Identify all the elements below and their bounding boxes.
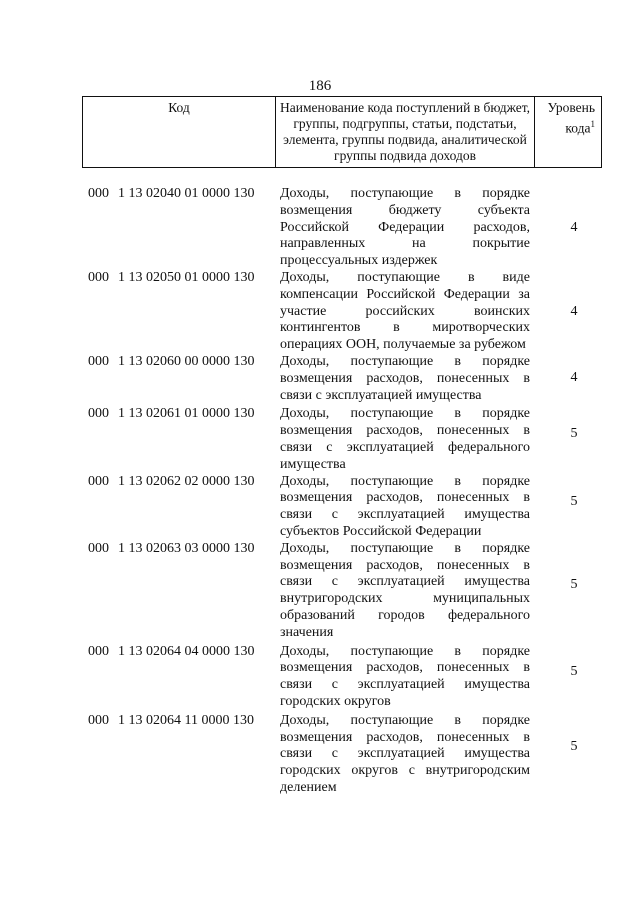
table-header [82, 96, 602, 168]
code-level: 4 [570, 303, 578, 319]
admin-code: 000 [88, 540, 109, 556]
code-level: 5 [570, 663, 578, 679]
code-level: 5 [570, 576, 578, 592]
table-row [88, 406, 608, 473]
table-body [88, 186, 608, 797]
table-row [88, 270, 608, 354]
income-code: 1 13 02062 02 0000 130 [118, 473, 255, 489]
admin-code: 000 [88, 353, 109, 369]
table-row [88, 474, 608, 541]
admin-code: 000 [88, 643, 109, 659]
page-number: 186 [308, 78, 332, 94]
header-level-footnote: 1 [590, 119, 595, 129]
admin-code: 000 [88, 473, 109, 489]
admin-code: 000 [88, 269, 109, 285]
income-name: Доходы, поступающие в порядке возмещения расходов, понесенных в связи с эксплуатацией имущества [280, 353, 530, 403]
table-row [88, 644, 608, 711]
header-code: Код [83, 97, 276, 168]
code-level: 5 [570, 426, 578, 442]
income-name: Доходы, поступающие в порядке возмещения расходов, понесенных в связи с эксплуатацией имущества субъектов Российской Федерации [280, 473, 530, 539]
income-code: 1 13 02064 11 0000 130 [118, 712, 254, 728]
income-name: Доходы, поступающие в виде компенсации Российской Федерации за участие российских воинских контингентов в миротворческих операциях ООН, получаемые за рубежом [280, 269, 530, 353]
income-code: 1 13 02060 00 0000 130 [118, 353, 255, 369]
income-code: 1 13 02050 01 0000 130 [118, 269, 255, 285]
header-name: Наименование кода поступлений в бюджет, группы, подгруппы, статьи, подстатьи, элемента, группы подвида, аналитической группы подвида доходов [276, 97, 535, 168]
income-name: Доходы, поступающие в порядке возмещения расходов, понесенных в связи с эксплуатацией федерального имущества [280, 406, 530, 472]
code-level: 5 [570, 738, 578, 754]
table-row [88, 354, 608, 404]
code-level: 4 [570, 220, 578, 235]
income-name: Доходы, поступающие в порядке возмещения расходов, понесенных в связи с эксплуатацией имущества городских округов с внутригородским делением [280, 712, 530, 795]
income-code: 1 13 02064 04 0000 130 [118, 643, 255, 659]
header-level-label: Уровень кода [547, 100, 595, 136]
table-row [88, 541, 608, 642]
admin-code: 000 [88, 186, 109, 201]
income-code: 1 13 02063 03 0000 130 [118, 540, 255, 556]
table-row [88, 186, 608, 270]
code-level: 4 [570, 369, 578, 385]
admin-code: 000 [88, 406, 109, 422]
header-level [535, 97, 602, 168]
income-code: 1 13 02040 01 0000 130 [118, 186, 255, 201]
code-level: 5 [570, 493, 578, 509]
income-name: Доходы, поступающие в порядке возмещения расходов, понесенных в связи с эксплуатацией имущества внутригородских муниципальных образований городов федерального значения [280, 540, 530, 640]
income-name: Доходы, поступающие в порядке возмещения бюджету субъекта Российской Федерации расходов, направленных на покрытие процессуальных издержек [280, 186, 530, 269]
income-code: 1 13 02061 01 0000 130 [118, 406, 255, 422]
admin-code: 000 [88, 712, 109, 728]
table-row [88, 713, 608, 797]
income-name: Доходы, поступающие в порядке возмещения расходов, понесенных в связи с эксплуатацией имущества городских округов [280, 643, 530, 709]
